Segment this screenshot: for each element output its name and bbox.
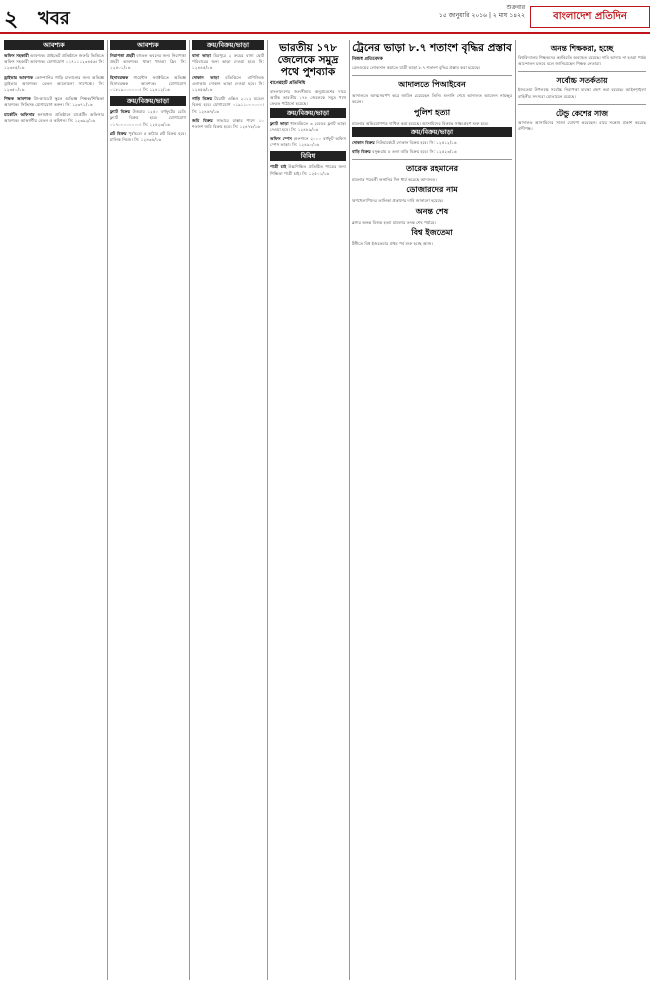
- column-4: [270, 40, 346, 180]
- masthead: [0, 0, 650, 30]
- col4-ads: [270, 121, 346, 149]
- brand-logo: বাংলাদেশ প্রতিদিন: [530, 6, 650, 28]
- article-body: বিশ্ববিদ্যালয় শিক্ষকদের কর্মবিরতি অব্যাহত রয়েছে। দাবি আদায় না হওয়া পর্যন্ত আন্দোলন চলবে বলে জানিয়েছেন শিক্ষক নেতারা।: [518, 55, 646, 67]
- col3-heading: ক্রয়/বিক্রয়/ভাড়া: [192, 40, 264, 50]
- article-body: রেলওয়ের লোকসান কমাতে যাত্রী ভাড়া ৮.৭ শতাংশ বৃদ্ধির প্রস্তাব করা হয়েছে।: [352, 65, 481, 70]
- classified-ad: বাসা ভাড়া মিরপুরে ২ রুমের বাসা ছোট পরিবারের জন্য ভাড়া দেওয়া হবে। সি: ১২৪৪৫/১৬: [192, 53, 264, 71]
- story-headline: সর্বোচ্চ সতর্কতায়: [556, 76, 608, 86]
- classified-ad: মার্কেটিং অফিসার স্বনামধন্য প্রতিষ্ঠানে মার্কেটিং অফিসার আবশ্যক। আকর্ষণীয় বেতন ও কমিশন। সি: ১২৩৯২/১৬: [4, 111, 104, 123]
- headline: ট্রেনের ভাড়া ৮.৭ শতাংশ বৃদ্ধির প্রস্তাব: [352, 42, 512, 54]
- story-divider: [352, 75, 512, 76]
- classified-ad: নিরাপত্তা প্রহরী বহুতল ভবনের জন্য নিরাপত্তা প্রহরী আবশ্যক। থাকা খাওয়া ফ্রি। সি: ১২৪০১/১৬: [110, 53, 186, 71]
- story-headline: পুলিশ হত্যা: [413, 107, 451, 117]
- col5-subheading: ক্রয়/বিক্রয়/ভাড়া: [352, 127, 512, 137]
- article-body: ঋণখেলাপিদের তালিকা প্রকাশের দাবি জানানো হয়েছে।: [352, 198, 444, 204]
- classified-ad: অফিস স্পেস গুলশানে ২০০০ বর্গফুট অফিস স্পেস ভাড়া। সি: ১২৪৯০/১৬: [270, 136, 346, 148]
- column-divider: [189, 40, 190, 980]
- masthead-rule: [0, 32, 650, 34]
- col1-ads: [4, 53, 104, 124]
- page-number: ২: [4, 6, 19, 32]
- article-body: মামলার পরবর্তী শুনানির দিন ধার্য করেছে আদালত।: [352, 177, 437, 183]
- column-1: [4, 40, 104, 127]
- column-6: [518, 40, 646, 132]
- date-block: [430, 4, 525, 20]
- byline: বাগেরহাট প্রতিনিধি: [270, 81, 306, 86]
- classified-ad: প্লট বিক্রয় পূর্বাচলে ৫ কাঠার প্লট বিক্রয় হবে। মালিক নিজে। সি: ১২৪৩৪/১৬: [110, 130, 186, 143]
- classified-ad: ফ্ল্যাট বিক্রয় উত্তরায় ১২৫০ বর্গফুটের রেডি ফ্ল্যাট বিক্রয় হবে। যোগাযোগ ০১৭০০০০০০০০। সি: ১২৪২৩/১৬: [110, 109, 186, 127]
- article-body: মামলার অভিযোগপত্র দাখিল করা হয়েছে। আসামিদের বিরুদ্ধে সাক্ষ্যগ্রহণ শুরু হবে।: [352, 120, 489, 126]
- col2-heading: আবশ্যক: [110, 40, 186, 50]
- story-headline: আদালতে পিআইবেন: [398, 80, 466, 90]
- column-divider: [267, 40, 268, 980]
- headline: ভারতীয় ১৭৮ জেলেকে সমুদ্র পথে পুশব্যাক: [277, 42, 339, 78]
- article-body: ব্লগার অনন্ত বিজয় হত্যা মামলার তদন্ত শেষ পর্যায়ে।: [352, 219, 437, 225]
- story-divider: [352, 159, 512, 160]
- section-title: খবর: [38, 8, 70, 29]
- story-headline: অনন্ত শেষ: [415, 206, 449, 216]
- column-3: [192, 40, 264, 133]
- date-line: ১৫ জানুয়ারি ২০১৬ | ২ মাঘ ১৪২২: [438, 12, 525, 19]
- col3-ads: [192, 53, 264, 130]
- article-body: আদালত আসামিদের সাজা ঘোষণা করেছেন। রায়ে সন্তোষ প্রকাশ করেছে বাদীপক্ষ।: [518, 119, 646, 132]
- story-headline: তারেক রহমানের: [405, 164, 459, 174]
- classified-ad: গাড়ি বিক্রয় টয়োটা এক্সিও ২০১২ মডেল বিক্রয় হবে। যোগাযোগ ০১৯১১০০০০০০। সি: ১২৪৬৭/১৬: [192, 96, 264, 114]
- col2-ads: [110, 53, 186, 93]
- col5-ads: [352, 140, 512, 155]
- story-headline: টেন্ডু কেশের সাজ: [555, 108, 609, 118]
- byline: নিজস্ব প্রতিবেদক: [352, 57, 383, 62]
- weekday: শুক্রবার: [506, 4, 525, 11]
- classified-ad: অফিস সহকারী আবশ্যক। প্রাইভেট প্রতিষ্ঠানে জরুরি ভিত্তিতে অফিস সহকারী আবশ্যক। যোগাযোগ ০১৭১১১২৩৪৫৬। সি: ১২৩৪৫/১৬: [4, 53, 104, 71]
- col4-subheading: ক্রয়/বিক্রয়/ভাড়া: [270, 108, 346, 118]
- story-headline: বিশ্ব ইজতেমা: [411, 227, 453, 237]
- classified-ad: ফ্ল্যাট ভাড়া ধানমন্ডিতে ৩ বেডের ফ্ল্যাট ভাড়া দেওয়া হবে। সি: ১২৪৮৯/১৬: [270, 120, 346, 132]
- col2-sub-ads: [110, 109, 186, 143]
- story-divider: [518, 71, 646, 72]
- story-headline: ডোজারদের নাম: [406, 185, 458, 195]
- classified-ad: জমি বিক্রয় সাভারে রাস্তার পাশে ১০ শতাংশ জমি বিক্রয় হবে। সি: ১২৪৭৮/১৬: [192, 117, 264, 130]
- col1-heading: আবশ্যক: [4, 40, 104, 50]
- classified-ad: শিক্ষক আবশ্যক প্রি-ক্যাডেট স্কুলে অভিজ্ঞ শিক্ষক/শিক্ষিকা আবশ্যক। সিভিসহ যোগাযোগ করুন। সি: ১২৩৭১/১৬: [4, 96, 104, 108]
- story-divider: [518, 104, 646, 105]
- col4-bibidh-heading: বিবিধ: [270, 151, 346, 161]
- article-body: আদালতে আত্মসমর্পণ করে জামিন চেয়েছেন তিনি। শুনানি শেষে আদালত আবেদন নামঞ্জুর করেন।: [352, 93, 512, 105]
- column-divider: [515, 40, 516, 980]
- column-divider: [349, 40, 350, 980]
- classified-ad: পাত্রী চাই উচ্চশিক্ষিত প্রতিষ্ঠিত পাত্রের জন্য শিক্ষিতা পাত্রী চাই। সি: ১২৫০১/১৬: [270, 164, 346, 176]
- classified-ad: হিসাবরক্ষক গার্মেন্টস ফ্যাক্টরিতে অভিজ্ঞ হিসাবরক্ষক আবশ্যক। যোগাযোগ ০১৮১৯০০০০০০। সি: ১২৪১২/১৬: [110, 74, 186, 93]
- article-body: বাংলাদেশের জলসীমায় অনুপ্রবেশের দায়ে আটক ভারতীয় ১৭৮ জেলেকে সমুদ্র পথে ফেরত পাঠানো হয়েছে।: [270, 89, 346, 107]
- classified-ad: দোকান বিক্রয় নিউমার্কেটে দোকান বিক্রয় হবে। সি: ১২৫১২/১৬: [352, 139, 457, 145]
- column-5: [352, 40, 512, 247]
- classified-ad: বাড়ি বিক্রয় বসুন্ধরায় ৫ তলা বাড়ি বিক্রয় হবে। সি: ১২৫২৩/১৬: [352, 149, 457, 155]
- col4-bibidh-ads: [270, 164, 346, 176]
- classified-ad: ড্রাইভার আবশ্যক কোম্পানির গাড়ি চালানোর জন্য অভিজ্ঞ ড্রাইভার আবশ্যক। বেতন আলোচনা সাপেক্ষে। সি: ১২৩৫০/১৬: [4, 74, 104, 93]
- column-divider: [107, 40, 108, 980]
- col2-subheading: ক্রয়/বিক্রয়/ভাড়া: [110, 96, 186, 106]
- classified-ad: দোকান ভাড়া মতিঝিলে বাণিজ্যিক এলাকায় দোকান ভাড়া দেওয়া হবে। সি: ১২৪৫৬/১৬: [192, 74, 264, 93]
- article-body: ইজতেমা উপলক্ষে সর্বোচ্চ নিরাপত্তা ব্যবস্থা গ্রহণ করা হয়েছে। আইনশৃঙ্খলা বাহিনীর সদস্যরা মোতায়েন রয়েছে।: [518, 87, 646, 99]
- article-body: টঙ্গীতে বিশ্ব ইজতেমার প্রথম পর্ব শুরু হচ্ছে আজ।: [352, 240, 434, 246]
- column-2: [110, 40, 186, 146]
- story-headline: অনন্ত শিক্ষকরা, হচ্ছে: [550, 44, 614, 53]
